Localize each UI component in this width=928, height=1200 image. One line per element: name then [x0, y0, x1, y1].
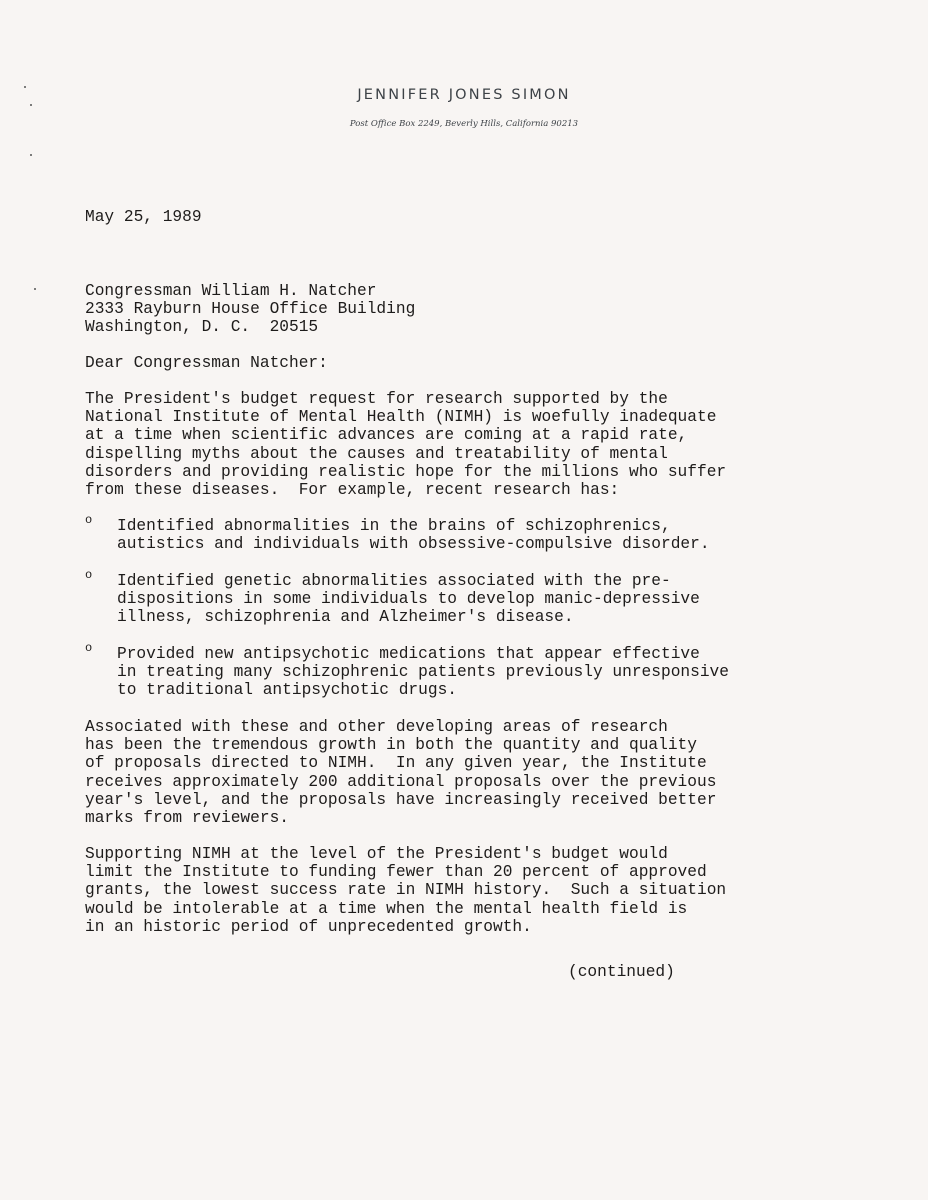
- bullet-marker: o: [85, 641, 93, 655]
- body-paragraph: Supporting NIMH at the level of the President's budget would limit the Institute to funding fewer than 20 percent of approved grants, the lowest success rate in NIMH history. Such a situation would be intolerable at a time when the mental health field is in an historic period of unprecedented growth.: [85, 845, 727, 936]
- body-paragraph: Associated with these and other developing areas of research has been the tremendous growth in both the quantity and quality of proposals directed to NIMH. In any given year, the Institute receives approximately 200 additional proposals over the previous year's level, and the proposals have increasingly received better marks from reviewers.: [85, 718, 717, 828]
- bullet-text: Provided new antipsychotic medications that appear effective in treating many schizophrenic patients previously unresponsive to traditional antipsychotic drugs.: [117, 645, 729, 700]
- body-paragraph: The President's budget request for research supported by the National Institute of Mental Health (NIMH) is woefully inadequate at a time when scientific advances are coming at a rapid rate, dispelling myths about the causes and treatability of mental disorders and providing realistic hope for the millions who suffer from these diseases. For example, recent research has:: [85, 390, 727, 500]
- letterhead-name: JENNIFER JONES SIMON: [357, 87, 571, 103]
- bullet-text: Identified abnormalities in the brains of schizophrenics, autistics and individuals with obsessive-compulsive disorder.: [117, 517, 710, 554]
- bullet-marker: o: [85, 568, 93, 582]
- bullet-marker: o: [85, 513, 93, 527]
- paper-speck: [34, 288, 36, 290]
- letterhead-address: Post Office Box 2249, Beverly Hills, California 90213: [349, 119, 579, 129]
- paper-speck: [30, 104, 32, 106]
- bullet-text: Identified genetic abnormalities associated with the pre- dispositions in some individuals to develop manic-depressive illness, schizophrenia and Alzheimer's disease.: [117, 572, 700, 627]
- paper-speck: [30, 154, 32, 156]
- continued-note: (continued): [568, 963, 675, 981]
- letter-date: May 25, 1989: [85, 208, 202, 226]
- recipient-line: 2333 Rayburn House Office Building: [85, 300, 416, 319]
- salutation: Dear Congressman Natcher:: [85, 354, 328, 372]
- recipient-line: Congressman William H. Natcher: [85, 282, 377, 300]
- recipient-line: Washington, D. C. 20515: [85, 318, 319, 337]
- recipient-address: [85, 282, 415, 337]
